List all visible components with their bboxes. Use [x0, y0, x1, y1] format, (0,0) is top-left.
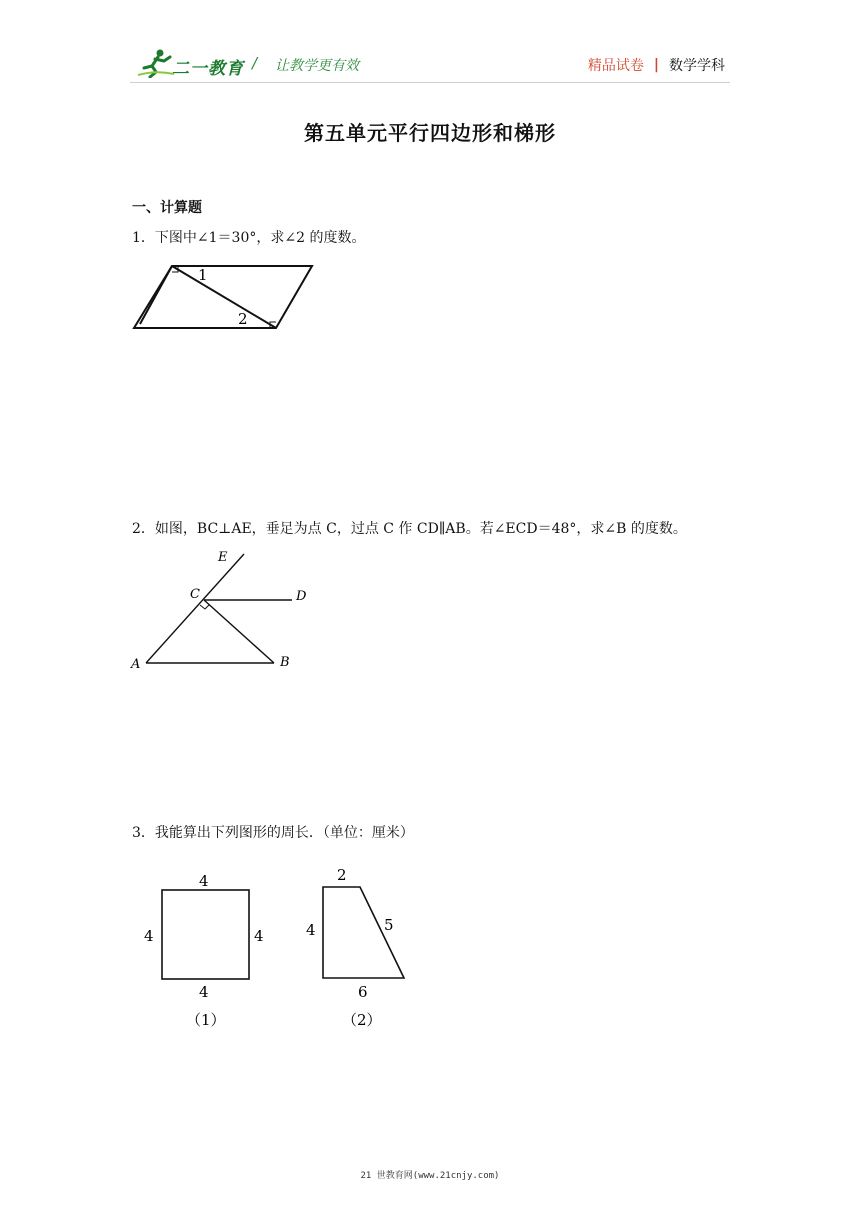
- logo-slogan: 让教学更有效: [275, 58, 359, 74]
- header-tags: [588, 55, 725, 75]
- trapezoid-left-label: 4: [306, 921, 316, 939]
- figure-triangle: [128, 548, 328, 682]
- point-e-label: E: [218, 550, 228, 565]
- line-ae: [146, 554, 244, 663]
- square-shape: [162, 890, 249, 979]
- figure-parallelogram: [130, 258, 320, 342]
- page-header: [0, 0, 860, 100]
- header-divider: [130, 82, 730, 83]
- point-a-label: A: [131, 657, 141, 672]
- page-footer: 21 世教育网(www.21cnjy.com): [360, 1171, 500, 1181]
- diagonal-line: [172, 266, 276, 328]
- question-2-text: 2．如图，BC⊥AE，垂足为点 C，过点 C 作 CD∥AB。若∠ECD＝48°，求∠B 的度数。: [132, 521, 687, 537]
- logo-text: 二一教育: [172, 59, 244, 79]
- square-right-label: 4: [254, 927, 264, 945]
- trapezoid-bottom-label: 6: [358, 983, 368, 1001]
- trapezoid-caption: （2）: [342, 1011, 382, 1029]
- point-d-label: D: [296, 589, 307, 604]
- subject-label: 数学学科: [669, 58, 725, 74]
- logo-slash: /: [252, 54, 258, 72]
- header-separator: |: [653, 57, 659, 73]
- point-b-label: B: [280, 655, 290, 670]
- page-title: 第五单元平行四边形和梯形: [304, 121, 556, 145]
- quality-label: 精品试卷: [587, 58, 644, 74]
- section-heading: 一、计算题: [132, 200, 202, 216]
- square-caption: （1）: [186, 1011, 226, 1029]
- trapezoid-top-label: 2: [337, 866, 347, 884]
- runner-logo-icon: [136, 48, 176, 78]
- point-c-label: C: [190, 587, 200, 602]
- trapezoid-slant-label: 5: [384, 916, 394, 934]
- line-cb: [204, 600, 274, 663]
- angle-1-label: 1: [198, 266, 208, 284]
- square-left-label: 4: [144, 927, 154, 945]
- perpendicular-line: [140, 266, 172, 324]
- square-bottom-label: 4: [199, 983, 209, 1001]
- square-top-label: 4: [199, 872, 209, 890]
- question-1-text: 1．下图中∠1＝30°，求∠2 的度数。: [132, 230, 366, 246]
- angle-2-label: 2: [238, 310, 248, 328]
- question-3-text: 3．我能算出下列图形的周长．（单位：厘米）: [132, 825, 414, 841]
- figure-perimeter-shapes: [138, 862, 428, 1046]
- right-angle-mark: [200, 605, 209, 609]
